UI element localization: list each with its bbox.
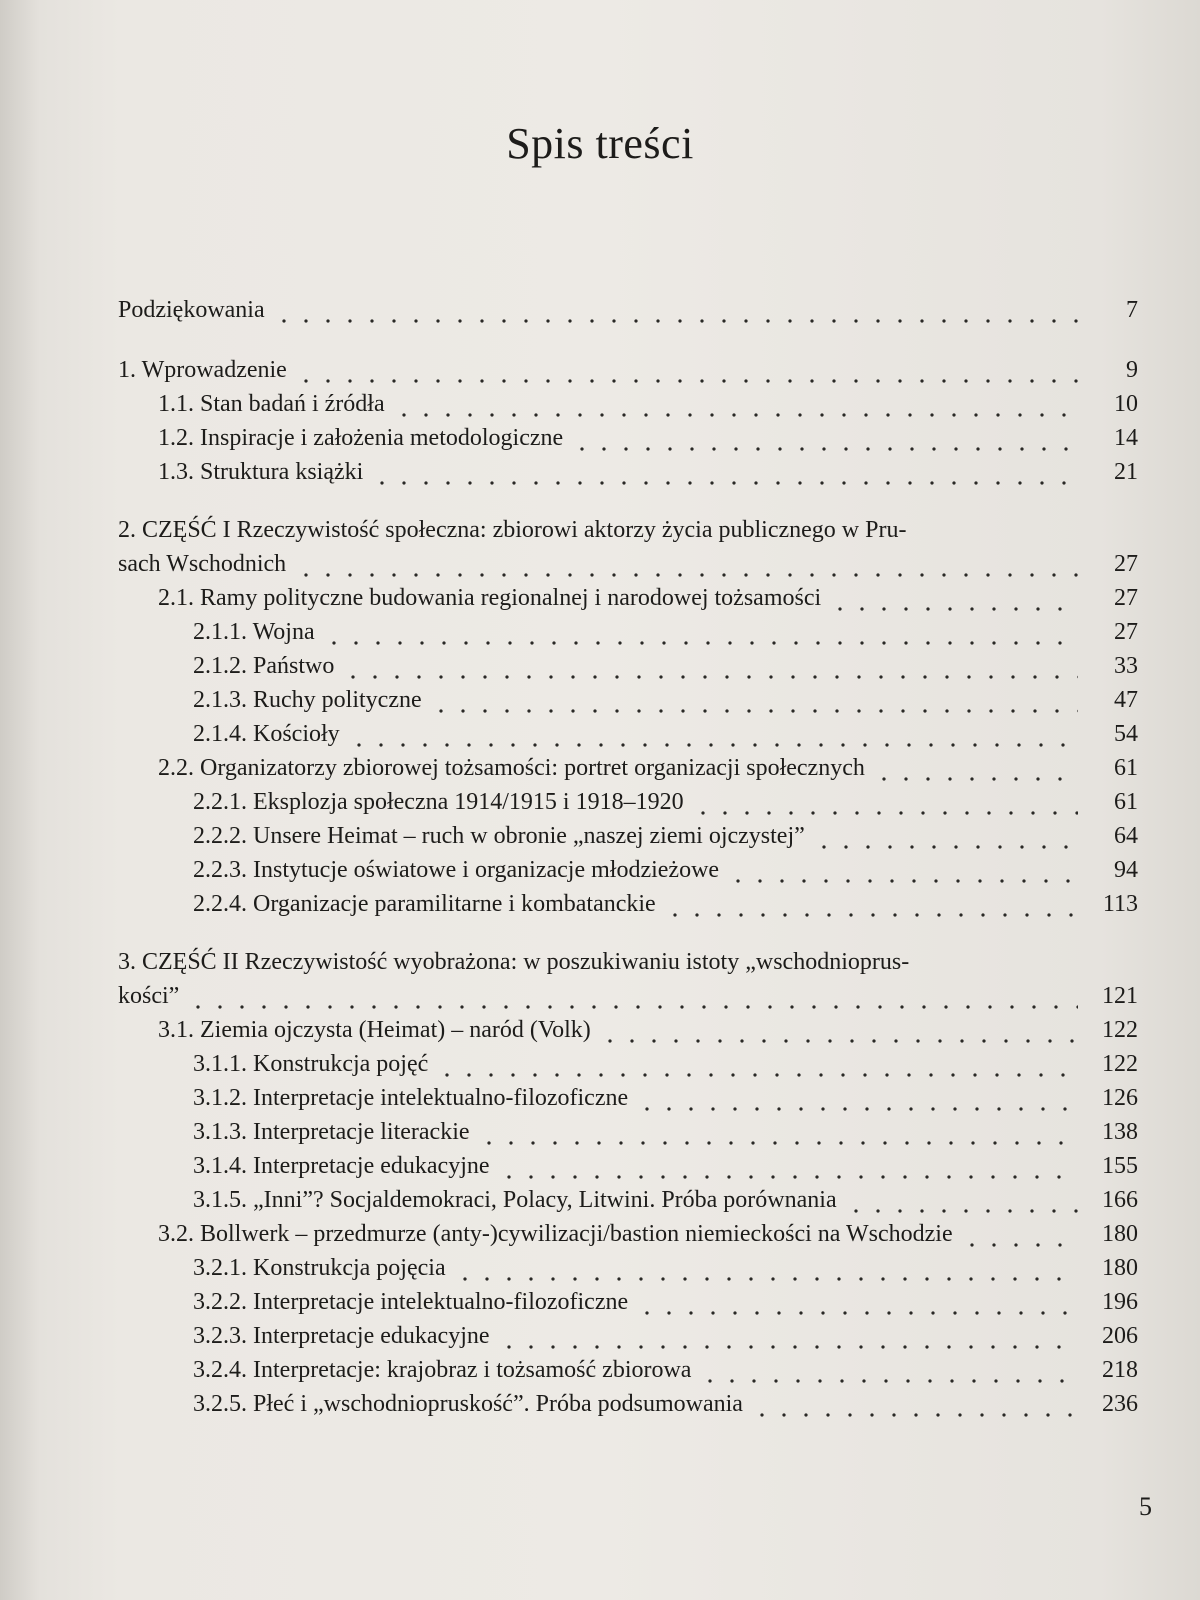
toc-entry-page: 236 bbox=[1102, 1391, 1138, 1417]
toc-entry bbox=[118, 618, 1158, 652]
toc-entry-title: 3.2.1. Konstrukcja pojęcia bbox=[193, 1255, 446, 1281]
toc-entry bbox=[118, 652, 1158, 686]
toc-entry bbox=[118, 856, 1158, 890]
toc-entry-page: 196 bbox=[1102, 1289, 1138, 1315]
toc-entry-page: 121 bbox=[1102, 983, 1138, 1009]
dot-leader bbox=[699, 1364, 1078, 1384]
dot-leader bbox=[636, 1296, 1078, 1316]
dot-leader bbox=[692, 796, 1078, 816]
toc-entry bbox=[118, 1390, 1158, 1424]
toc-entry-title: 3.1.5. „Inni”? Socjaldemokraci, Polacy, Litwini. Próba porównania bbox=[193, 1187, 837, 1213]
toc-entry-page: 166 bbox=[1102, 1187, 1138, 1213]
toc-entry-page: 61 bbox=[1114, 755, 1138, 781]
toc-entry bbox=[118, 356, 1158, 390]
toc-entry bbox=[118, 1016, 1158, 1050]
toc-entry-title: 2.2.2. Unsere Heimat – ruch w obronie „naszej ziemi ojczystej” bbox=[193, 823, 805, 849]
toc-entry bbox=[118, 1254, 1158, 1288]
toc-entry-page: 122 bbox=[1102, 1051, 1138, 1077]
dot-leader bbox=[829, 592, 1078, 612]
toc-entry bbox=[118, 890, 1158, 924]
dot-leader bbox=[498, 1160, 1078, 1180]
toc-entry-title: 3.1.1. Konstrukcja pojęć bbox=[193, 1051, 429, 1077]
toc-entry-page: 14 bbox=[1114, 425, 1138, 451]
toc-entry bbox=[118, 982, 1158, 1016]
dot-leader bbox=[454, 1262, 1078, 1282]
dot-leader bbox=[727, 864, 1078, 884]
page-number: 5 bbox=[1139, 1492, 1152, 1521]
toc-entry-title: 3.2.4. Interpretacje: krajobraz i tożsamość zbiorowa bbox=[193, 1357, 692, 1383]
toc-entry-title: 3.2.2. Interpretacje intelektualno-filozoficzne bbox=[193, 1289, 629, 1315]
toc-entry-page: 206 bbox=[1102, 1323, 1138, 1349]
toc-entry-title: 3.2.5. Płeć i „wschodniopruskość”. Próba podsumowania bbox=[193, 1391, 743, 1417]
toc-entry-title: 1.1. Stan badań i źródła bbox=[158, 391, 385, 417]
toc-entry bbox=[118, 1322, 1158, 1356]
toc-entry bbox=[118, 296, 1158, 330]
toc-entry-title: 3.2. Bollwerk – przedmurze (anty-)cywilizacji/bastion niemieckości na Wschodzie bbox=[158, 1221, 953, 1247]
toc-entry-page: 27 bbox=[1114, 585, 1138, 611]
toc-entry bbox=[118, 1050, 1158, 1084]
toc-entry bbox=[118, 584, 1158, 618]
dot-leader bbox=[371, 466, 1078, 486]
toc-entry-title: 2. CZĘŚĆ I Rzeczywistość społeczna: zbiorowi aktorzy życia publicznego w Pru- bbox=[118, 517, 907, 543]
toc-entry-title: 2.1.3. Ruchy polityczne bbox=[193, 687, 422, 713]
toc-entry bbox=[118, 516, 1158, 550]
toc-entry bbox=[118, 550, 1158, 584]
toc-entry bbox=[118, 1118, 1158, 1152]
dot-leader bbox=[636, 1092, 1078, 1112]
toc-entry-title: 3.1. Ziemia ojczysta (Heimat) – naród (Volk) bbox=[158, 1017, 591, 1043]
dot-leader bbox=[498, 1330, 1078, 1350]
toc-entry-title: 3.1.2. Interpretacje intelektualno-filozoficzne bbox=[193, 1085, 629, 1111]
toc-entry-title: 2.1.4. Kościoły bbox=[193, 721, 340, 747]
dot-leader bbox=[342, 660, 1078, 680]
toc-entry-title: 1. Wprowadzenie bbox=[118, 357, 287, 383]
toc-entry bbox=[118, 720, 1158, 754]
toc-entry bbox=[118, 1186, 1158, 1220]
dot-leader bbox=[571, 432, 1078, 452]
toc-entry-title: 3.1.3. Interpretacje literackie bbox=[193, 1119, 470, 1145]
toc-entry bbox=[118, 948, 1158, 982]
toc-entry-page: 218 bbox=[1102, 1357, 1138, 1383]
toc-entry-page: 64 bbox=[1114, 823, 1138, 849]
toc-entry bbox=[118, 1220, 1158, 1254]
dot-leader bbox=[273, 304, 1078, 324]
toc-entry bbox=[118, 1152, 1158, 1186]
toc-entry bbox=[118, 390, 1158, 424]
toc-entry-title: 1.2. Inspiracje i założenia metodologiczne bbox=[158, 425, 564, 451]
toc-entry-title: 3.1.4. Interpretacje edukacyjne bbox=[193, 1153, 490, 1179]
toc-entry-page: 138 bbox=[1102, 1119, 1138, 1145]
toc-entry-page: 9 bbox=[1126, 357, 1138, 383]
toc-entry-title: 2.2. Organizatorzy zbiorowej tożsamości: portret organizacji społecznych bbox=[158, 755, 865, 781]
dot-leader bbox=[430, 694, 1078, 714]
toc-entry-title: 2.1.2. Państwo bbox=[193, 653, 335, 679]
dot-leader bbox=[295, 364, 1078, 384]
toc-entry-title: sach Wschodnich bbox=[118, 551, 287, 577]
toc-entry bbox=[118, 1084, 1158, 1118]
dot-leader bbox=[393, 398, 1078, 418]
dot-leader bbox=[187, 990, 1078, 1010]
dot-leader bbox=[813, 830, 1078, 850]
dot-leader bbox=[436, 1058, 1078, 1078]
toc-entry-page: 180 bbox=[1102, 1221, 1138, 1247]
toc-entry-title: 2.1.1. Wojna bbox=[193, 619, 315, 645]
toc-entry-title: kości” bbox=[118, 983, 180, 1009]
toc-entry-page: 7 bbox=[1126, 297, 1138, 323]
toc-entry-title: 2.1. Ramy polityczne budowania regionalnej i narodowej tożsamości bbox=[158, 585, 822, 611]
toc-entry bbox=[118, 822, 1158, 856]
toc-entry-page: 155 bbox=[1102, 1153, 1138, 1179]
toc-entry-page: 47 bbox=[1114, 687, 1138, 713]
toc-entry-title: 2.2.1. Eksplozja społeczna 1914/1915 i 1918–1920 bbox=[193, 789, 684, 815]
dot-leader bbox=[751, 1398, 1078, 1418]
toc-entry-title: 2.2.4. Organizacje paramilitarne i kombatanckie bbox=[193, 891, 656, 917]
toc-entry-page: 180 bbox=[1102, 1255, 1138, 1281]
toc-entry-title: 2.2.3. Instytucje oświatowe i organizacje młodzieżowe bbox=[193, 857, 720, 883]
dot-leader bbox=[845, 1194, 1078, 1214]
toc-entry-title: 3.2.3. Interpretacje edukacyjne bbox=[193, 1323, 490, 1349]
toc-entry-page: 33 bbox=[1114, 653, 1138, 679]
toc-entry-page: 126 bbox=[1102, 1085, 1138, 1111]
toc-entry bbox=[118, 458, 1158, 492]
dot-leader bbox=[348, 728, 1078, 748]
dot-leader bbox=[664, 898, 1078, 918]
toc-entry-page: 27 bbox=[1114, 551, 1138, 577]
toc-entry-title: 1.3. Struktura książki bbox=[158, 459, 364, 485]
dot-leader bbox=[295, 558, 1078, 578]
toc-entry-page: 54 bbox=[1114, 721, 1138, 747]
dot-leader bbox=[478, 1126, 1078, 1146]
toc-entry-page: 113 bbox=[1102, 891, 1138, 917]
dot-leader bbox=[599, 1024, 1078, 1044]
page-title: Spis treści bbox=[506, 119, 694, 168]
toc-entry-title: Podziękowania bbox=[118, 297, 265, 323]
toc-entry bbox=[118, 754, 1158, 788]
toc-entry bbox=[118, 1356, 1158, 1390]
toc-entry bbox=[118, 686, 1158, 720]
toc-entry bbox=[118, 1288, 1158, 1322]
toc-entry-page: 27 bbox=[1114, 619, 1138, 645]
toc-entry-title: 3. CZĘŚĆ II Rzeczywistość wyobrażona: w poszukiwaniu istoty „wschodnioprus- bbox=[118, 949, 910, 975]
toc-entry bbox=[118, 788, 1158, 822]
toc-entry-page: 21 bbox=[1114, 459, 1138, 485]
toc-entry-page: 94 bbox=[1114, 857, 1138, 883]
toc-entry-page: 10 bbox=[1114, 391, 1138, 417]
toc-entry bbox=[118, 424, 1158, 458]
toc-entry-page: 61 bbox=[1114, 789, 1138, 815]
dot-leader bbox=[323, 626, 1078, 646]
toc-entry-page: 122 bbox=[1102, 1017, 1138, 1043]
